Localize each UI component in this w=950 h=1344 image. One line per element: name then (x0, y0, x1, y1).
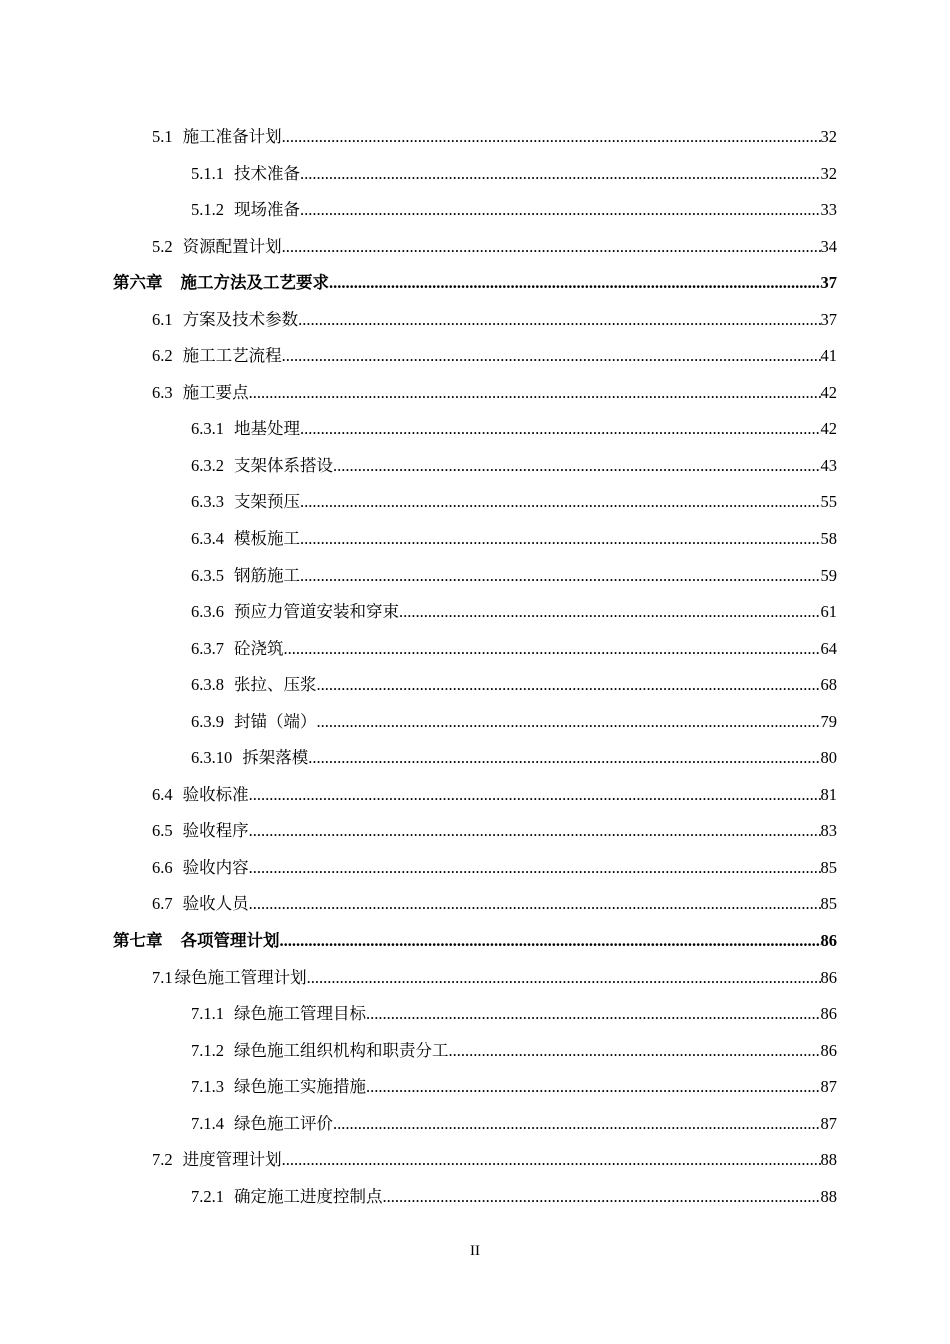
toc-entry-page: 42 (820, 419, 837, 439)
toc-entry-title: 进度管理计划 (182, 1150, 282, 1170)
toc-dot-leader (449, 1033, 821, 1070)
toc-entry[interactable] (0, 1069, 837, 1106)
toc-entry-page: 37 (820, 273, 837, 293)
toc-entry-number: 6.3.4 (191, 529, 224, 549)
toc-entry-title: 施工准备计划 (182, 127, 282, 146)
toc-entry-title: 模板施工 (234, 529, 300, 549)
toc-entry-page: 32 (820, 127, 837, 146)
toc-entry-number: 6.2 (152, 346, 173, 366)
toc-entry-title: 砼浇筑 (234, 638, 284, 658)
toc-dot-leader (383, 1179, 821, 1216)
toc-entry-number: 5.2 (152, 236, 173, 256)
toc-entry[interactable] (0, 1179, 837, 1216)
toc-dot-leader (317, 704, 821, 741)
toc-entry[interactable] (0, 960, 837, 997)
toc-dot-leader (284, 631, 821, 668)
toc-entry[interactable] (0, 119, 837, 156)
toc-entry-page: 81 (820, 784, 837, 804)
toc-entry-number: 6.3.3 (191, 492, 224, 512)
table-of-contents (0, 119, 950, 1215)
toc-entry-number: 6.3 (152, 382, 173, 402)
toc-dot-leader (282, 338, 821, 375)
toc-entry-page: 59 (820, 565, 837, 585)
toc-entry-title: 支架预压 (234, 492, 300, 512)
toc-entry-number: 7.1.3 (191, 1077, 224, 1097)
toc-dot-leader (317, 667, 821, 704)
toc-dot-leader (280, 923, 821, 960)
toc-entry-page: 85 (820, 894, 837, 914)
toc-entry-number: 6.7 (152, 894, 173, 914)
toc-entry-number: 7.1.1 (191, 1004, 224, 1024)
toc-entry[interactable] (0, 192, 837, 229)
toc-entry[interactable] (0, 521, 837, 558)
toc-entry-page: 79 (820, 711, 837, 731)
toc-entry-number: 7.2.1 (191, 1186, 224, 1206)
toc-entry-number: 6.3.5 (191, 565, 224, 585)
toc-entry-page: 80 (820, 748, 837, 768)
toc-entry-number: 6.4 (152, 784, 173, 804)
page-number: II (470, 1243, 480, 1259)
toc-entry-page: 86 (820, 1040, 837, 1060)
toc-entry-page: 34 (820, 236, 837, 256)
toc-entry-page: 87 (820, 1077, 837, 1097)
toc-dot-leader (249, 375, 821, 412)
toc-dot-leader (300, 484, 821, 521)
toc-entry-page: 58 (820, 529, 837, 549)
toc-entry-page: 88 (820, 1186, 837, 1206)
toc-entry-title: 各项管理计划 (180, 931, 280, 951)
toc-entry-number: 7.1.4 (191, 1113, 224, 1133)
toc-dot-leader (249, 850, 821, 887)
toc-dot-leader (333, 448, 821, 485)
toc-entry-page: 61 (820, 602, 837, 622)
toc-entry-page: 86 (820, 931, 837, 951)
toc-dot-leader (333, 1106, 821, 1143)
toc-entry[interactable] (0, 777, 837, 814)
toc-entry[interactable] (0, 740, 837, 777)
toc-entry-number: 5.1 (152, 127, 173, 146)
toc-entry-number: 7.1 (152, 967, 173, 987)
toc-entry-number: 6.3.7 (191, 638, 224, 658)
toc-entry-page: 88 (820, 1150, 837, 1170)
toc-entry[interactable] (0, 448, 837, 485)
toc-entry[interactable] (0, 996, 837, 1033)
toc-entry-title: 验收内容 (182, 857, 249, 877)
toc-dot-leader (282, 1142, 821, 1179)
toc-entry-title: 绿色施工管理计划 (174, 967, 307, 987)
toc-entry-title: 绿色施工管理目标 (234, 1004, 366, 1024)
toc-dot-leader (249, 777, 821, 814)
toc-dot-leader (300, 156, 821, 193)
toc-dot-leader (249, 886, 821, 923)
toc-entry-title: 资源配置计划 (182, 236, 282, 256)
toc-entry-title: 确定施工进度控制点 (234, 1186, 383, 1206)
toc-entry[interactable] (0, 594, 837, 631)
toc-entry-number: 6.3.2 (191, 455, 224, 475)
toc-entry[interactable] (0, 229, 837, 266)
toc-dot-leader (308, 740, 820, 777)
toc-entry[interactable] (0, 704, 837, 741)
toc-entry[interactable] (0, 886, 837, 923)
toc-entry-page: 83 (820, 821, 837, 841)
toc-entry-title: 验收人员 (182, 894, 249, 914)
toc-entry-title: 预应力管道安装和穿束 (234, 602, 399, 622)
toc-entry-title: 绿色施工评价 (234, 1113, 333, 1133)
toc-entry-number: 6.3.1 (191, 419, 224, 439)
toc-entry[interactable] (0, 923, 837, 960)
toc-entry-number: 6.3.8 (191, 675, 224, 695)
toc-entry-page: 64 (820, 638, 837, 658)
toc-entry-page: 86 (820, 967, 837, 987)
toc-dot-leader (282, 119, 821, 156)
toc-entry-number: 6.5 (152, 821, 173, 841)
toc-dot-leader (300, 411, 821, 448)
toc-entry-page: 42 (820, 382, 837, 402)
toc-dot-leader (282, 229, 821, 266)
toc-entry-page: 43 (820, 455, 837, 475)
toc-entry-title: 张拉、压浆 (234, 675, 317, 695)
toc-entry-number: 7.2 (152, 1150, 173, 1170)
toc-entry[interactable] (0, 156, 837, 193)
toc-dot-leader (298, 302, 820, 339)
toc-entry[interactable] (0, 631, 837, 668)
toc-entry-number: 第七章 (113, 931, 163, 951)
toc-entry-page: 85 (820, 857, 837, 877)
toc-entry-number: 7.1.2 (191, 1040, 224, 1060)
toc-dot-leader (329, 265, 821, 302)
toc-entry[interactable] (0, 558, 837, 595)
toc-entry[interactable] (0, 302, 837, 339)
toc-entry-number: 6.3.10 (191, 748, 233, 768)
toc-entry-title: 拆架落模 (242, 748, 309, 768)
toc-entry-page: 68 (820, 675, 837, 695)
toc-entry-title: 钢筋施工 (234, 565, 300, 585)
toc-dot-leader (366, 1069, 821, 1106)
toc-entry-page: 87 (820, 1113, 837, 1133)
toc-entry[interactable] (0, 850, 837, 887)
toc-entry-title: 现场准备 (234, 200, 300, 220)
toc-entry-title: 技术准备 (234, 163, 300, 183)
toc-entry[interactable] (0, 1142, 837, 1179)
toc-entry-page: 55 (820, 492, 837, 512)
toc-entry-title: 方案及技术参数 (182, 309, 299, 329)
toc-entry-title: 施工要点 (182, 382, 249, 402)
toc-entry-number: 6.3.9 (191, 711, 224, 731)
toc-entry-page: 37 (820, 309, 837, 329)
toc-entry-title: 绿色施工组织机构和职责分工 (234, 1040, 449, 1060)
toc-entry-title: 支架体系搭设 (234, 455, 333, 475)
toc-dot-leader (399, 594, 821, 631)
toc-entry-page: 32 (820, 163, 837, 183)
toc-entry-number: 6.3.6 (191, 602, 224, 622)
toc-entry-title: 验收程序 (182, 821, 249, 841)
toc-entry-title: 地基处理 (234, 419, 300, 439)
toc-entry[interactable] (0, 265, 837, 302)
toc-dot-leader (307, 960, 821, 997)
toc-entry-page: 86 (820, 1004, 837, 1024)
toc-entry[interactable] (0, 338, 837, 375)
toc-entry[interactable] (0, 1106, 837, 1143)
toc-dot-leader (366, 996, 821, 1033)
toc-entry[interactable] (0, 667, 837, 704)
toc-dot-leader (300, 192, 821, 229)
toc-entry-title: 施工方法及工艺要求 (180, 273, 329, 293)
toc-dot-leader (300, 521, 821, 558)
toc-entry-number: 第六章 (113, 273, 163, 293)
toc-entry-number: 6.6 (152, 857, 173, 877)
toc-entry-title: 验收标准 (182, 784, 249, 804)
toc-dot-leader (300, 558, 821, 595)
toc-entry-number: 5.1.1 (191, 163, 224, 183)
toc-entry-number: 5.1.2 (191, 200, 224, 220)
toc-entry[interactable] (0, 484, 837, 521)
toc-entry[interactable] (0, 813, 837, 850)
toc-entry-page: 41 (820, 346, 837, 366)
toc-entry[interactable] (0, 375, 837, 412)
toc-entry-number: 6.1 (152, 309, 173, 329)
toc-entry-title: 施工工艺流程 (182, 346, 282, 366)
toc-entry-title: 绿色施工实施措施 (234, 1077, 366, 1097)
toc-entry-title: 封锚（端） (234, 711, 317, 731)
toc-entry[interactable] (0, 411, 837, 448)
toc-entry-page: 33 (820, 200, 837, 220)
toc-dot-leader (249, 813, 821, 850)
toc-entry[interactable] (0, 1033, 837, 1070)
